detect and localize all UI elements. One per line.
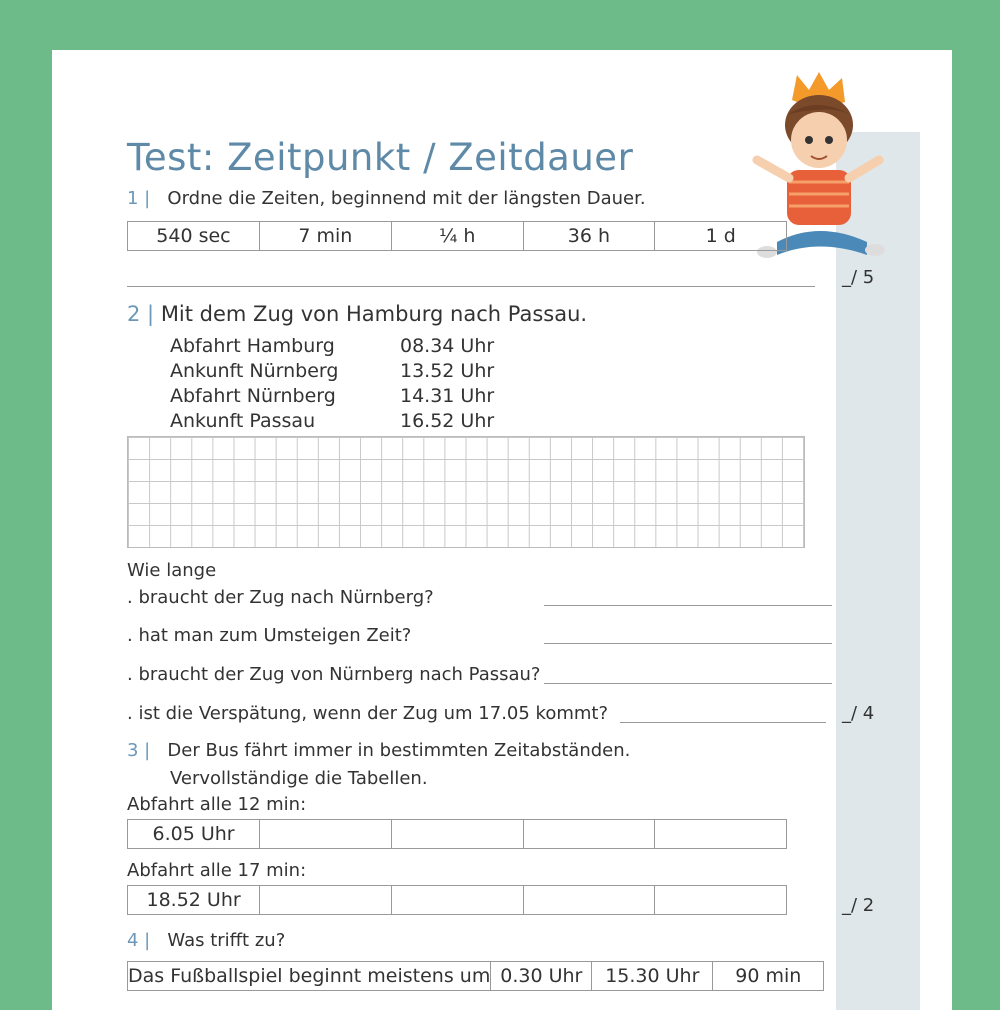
sub-question: . hat man zum Umsteigen Zeit? — [127, 625, 412, 646]
question-1-number: 1 | — [127, 188, 151, 209]
table-cell: 36 h — [523, 222, 655, 251]
question-4-number: 4 | — [127, 930, 151, 951]
schedule-time: 08.34 Uhr — [400, 335, 495, 357]
question-4 — [127, 930, 285, 951]
question-3-text-2: Vervollständige die Tabellen. — [170, 768, 428, 789]
table-cell: 7 min — [259, 222, 391, 251]
question-2-text: Mit dem Zug von Hamburg nach Passau. — [160, 302, 588, 326]
worksheet-page — [52, 50, 952, 1010]
question-3-text: Der Bus fährt immer in bestimmten Zeitabständen. — [167, 740, 631, 761]
calculation-grid[interactable] — [127, 436, 805, 548]
schedule-label: Abfahrt Nürnberg — [170, 385, 336, 407]
table-input-cell[interactable] — [523, 886, 655, 915]
sub-question: . ist die Verspätung, wenn der Zug um 17.05 kommt? — [127, 703, 609, 724]
statement-cell: Das Fußballspiel beginnt meistens um — [128, 962, 491, 991]
schedule-time: 14.31 Uhr — [400, 385, 495, 407]
question-1 — [127, 188, 646, 209]
answer-line[interactable] — [544, 683, 832, 684]
score-q1: _/ 5 — [842, 267, 875, 288]
answer-line[interactable] — [620, 722, 826, 723]
table-cell: 6.05 Uhr — [128, 820, 260, 849]
question-1-text: Ordne die Zeiten, beginnend mit der längsten Dauer. — [167, 188, 646, 209]
bus-table-17-min — [127, 885, 787, 915]
table-input-cell[interactable] — [523, 820, 655, 849]
question-1-table — [127, 221, 787, 251]
score-column — [836, 132, 920, 1010]
table-a-label: Abfahrt alle 12 min: — [127, 794, 307, 815]
schedule-time: 16.52 Uhr — [400, 410, 495, 432]
question-3 — [127, 740, 630, 761]
option-cell[interactable]: 0.30 Uhr — [491, 962, 592, 991]
question-4-table — [127, 961, 824, 991]
schedule-label: Ankunft Nürnberg — [170, 360, 339, 382]
answer-line[interactable] — [127, 286, 815, 287]
bus-table-12-min — [127, 819, 787, 849]
schedule-label: Ankunft Passau — [170, 410, 316, 432]
score-q3: _/ 2 — [842, 895, 875, 916]
answer-line[interactable] — [544, 605, 832, 606]
page-title: Test: Zeitpunkt / Zeitdauer — [127, 136, 634, 179]
score-q2: _/ 4 — [842, 703, 875, 724]
question-4-text: Was trifft zu? — [167, 930, 286, 951]
table-input-cell[interactable] — [655, 886, 787, 915]
sub-question: . braucht der Zug nach Nürnberg? — [127, 587, 434, 608]
question-3-number: 3 | — [127, 740, 151, 761]
table-input-cell[interactable] — [260, 886, 392, 915]
sub-question: . braucht der Zug von Nürnberg nach Passau? — [127, 664, 541, 685]
table-cell: 18.52 Uhr — [128, 886, 260, 915]
schedule-label: Abfahrt Hamburg — [170, 335, 335, 357]
question-2-number: 2 | — [127, 302, 155, 326]
question-2-intro: Wie lange — [127, 560, 217, 581]
table-cell: ¼ h — [391, 222, 523, 251]
table-cell: 540 sec — [128, 222, 260, 251]
table-input-cell[interactable] — [260, 820, 392, 849]
table-b-label: Abfahrt alle 17 min: — [127, 860, 307, 881]
table-input-cell[interactable] — [655, 820, 787, 849]
table-input-cell[interactable] — [391, 820, 523, 849]
schedule-time: 13.52 Uhr — [400, 360, 495, 382]
question-2 — [127, 302, 587, 326]
table-cell: 1 d — [655, 222, 787, 251]
option-cell[interactable]: 90 min — [713, 962, 824, 991]
option-cell[interactable]: 15.30 Uhr — [592, 962, 713, 991]
table-input-cell[interactable] — [391, 886, 523, 915]
answer-line[interactable] — [544, 643, 832, 644]
